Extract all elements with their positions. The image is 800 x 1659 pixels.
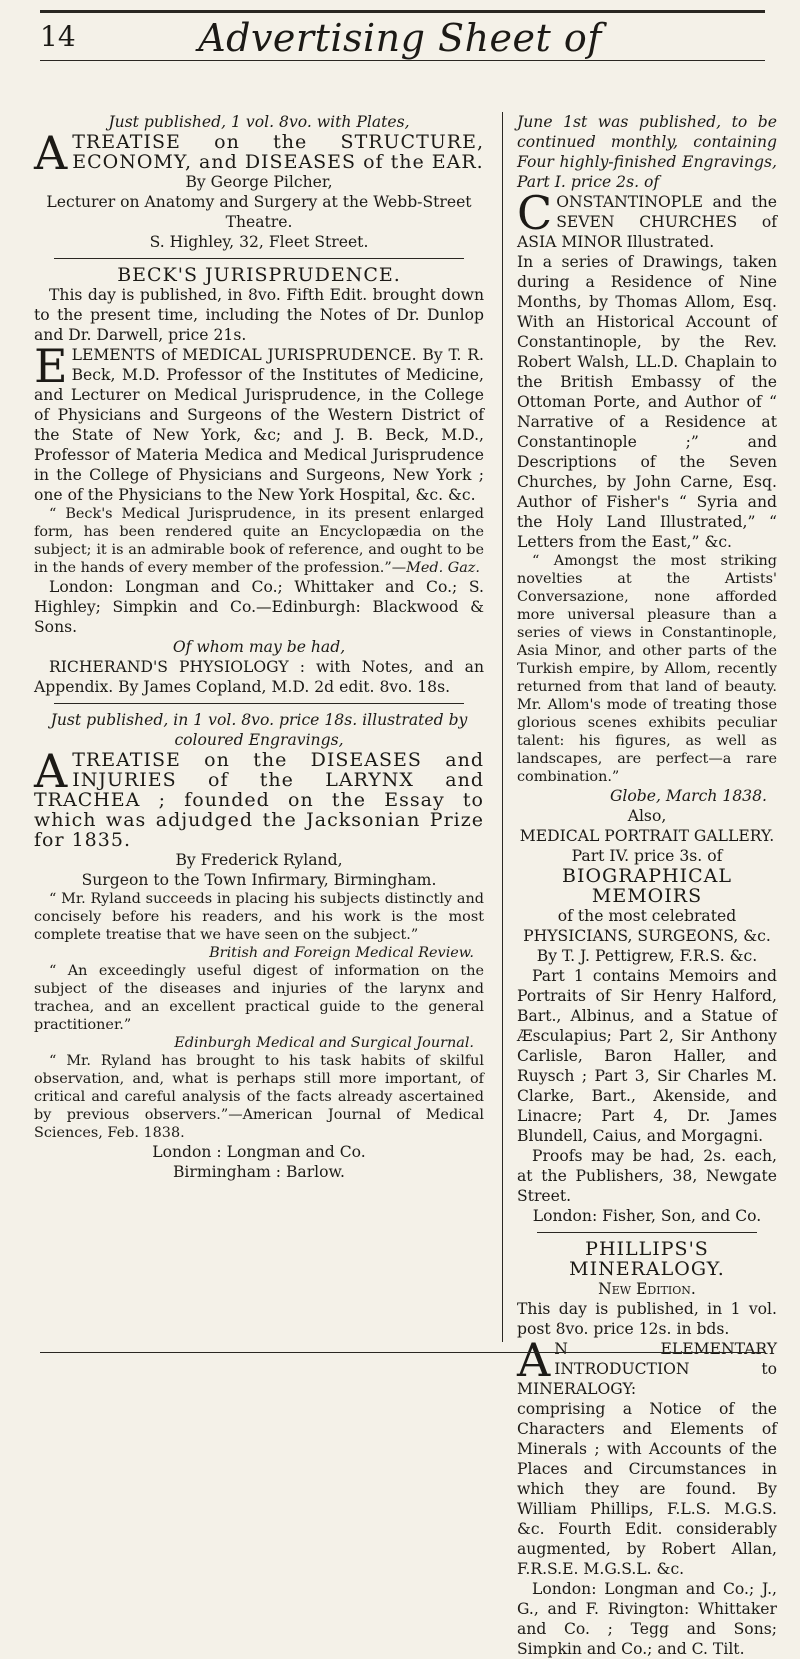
review-source: British and Foreign Medical Review. [209,945,474,961]
review: “ Mr. Ryland succeeds in placing his subjects distinctly and concisely before his readers, and his work is the most complete treatise that we have seen on the subject.” [34,891,484,943]
page-header [0,0,800,62]
ad-intro: Just published, in 1 vol. 8vo. price 18s. illustrated by coloured Engravings, [50,711,468,749]
ad-publishers: London: Longman and Co.; Whittaker and Co.; S. Highley; Simpkin and Co.—Edinburgh: Blackwood & Sons. [34,578,484,636]
ad-publisher: London : Longman and Co. [152,1143,366,1161]
ad-ryland-larynx [34,710,484,1182]
memoirs-who: PHYSICIANS, SURGEONS, &c. [523,927,771,945]
ad-intro: June 1st was published, to be continued monthly, containing Four highly-finished Engravings, Part I. price 2s. of [517,113,777,191]
ad-byline: By Frederick Ryland, [175,851,343,869]
dropcap: A [34,126,69,180]
bottom-rule [40,1352,765,1353]
top-rule [40,10,765,13]
ad-heading: BECK'S JURISPRUDENCE. [117,264,401,286]
dropcap: A [34,744,69,798]
ad-role: Lecturer on Anatomy and Surgery at the Webb-Street Theatre. [46,193,472,231]
dropcap: E [34,339,68,393]
ad-intro: This day is published, in 8vo. Fifth Edit. brought down to the present time, including the Notes of Dr. Dunlop and Dr. Darwell, price 21s. [34,286,484,344]
ad-role: Surgeon to the Town Infirmary, Birmingham. [81,871,437,889]
divider [537,1232,757,1233]
memoirs-of: of the most celebrated [557,907,737,925]
ad-also-text: RICHERAND'S PHYSIOLOGY : with Notes, and an Appendix. By James Copland, M.D. 2d edit. 8vo. 18s. [34,658,484,696]
page-number: 14 [40,20,76,53]
gallery-heading: MEDICAL PORTRAIT GALLERY. [519,827,775,845]
part-label: Part IV. price 3s. of [571,847,723,865]
header-rule [40,60,765,61]
left-column [34,112,484,1182]
ad-also: Of whom may be had, [172,638,346,656]
dropcap: A [517,1333,551,1387]
part-contents: Part 1 contains Memoirs and Portraits of Sir Henry Halford, Bart., Albinus, and a Statue of Æsculapius; Part 2, Sir Anthony Carlisle, Baron Haller, and Ruysch ; Part 3, Sir Charles M. Clarke, Bart., Akenside, and Linacre; Part 4, Dr. James Blundell, Caius, and Morgagni. [517,967,777,1145]
ad-body: comprising a Notice of the Characters and Elements of Minerals ; with Accounts of the Places and Circumstances in which they are found. By William Phillips, F.L.S. M.G.S. &c. Fourth Edit. considerably augmented, by Robert Allan, F.R.S.E. M.G.S.L. &c. [517,1400,777,1578]
running-title: Advertising Sheet of [198,16,602,60]
ad-edition: New Edition. [598,1280,696,1298]
review-source: Edinburgh Medical and Surgical Journal. [174,1035,474,1051]
ad-phillips-mineralogy [517,1239,777,1659]
proofs: Proofs may be had, 2s. each, at the Publishers, 38, Newgate Street. [517,1147,777,1205]
ad-intro: This day is published, in 1 vol. post 8vo. price 12s. in bds. [517,1300,777,1338]
ad-title: ATREATISE on the DISEASES and INJURIES of the LARYNX and TRACHEA ; founded on the Essay to which was adjudged the Jacksonian Prize for 1835. [34,744,484,851]
right-column [517,112,777,1659]
ad-body: In a series of Drawings, taken during a Residence of Nine Months, by Thomas Allom, Esq. With an Historical Account of Constantinople, by the Rev. Robert Walsh, LL.D. Chaplain to the British Embassy of the Ottoman Porte, and Author of “ Narrative of a Residence at Constantinople ;” and Descriptions of the Seven Churches, by John Carne, Esq. Author of Fisher's “ Syria and the Holy Land Illustrated,” “ Letters from the East,” &c. [517,253,777,551]
quote-source: Globe, March 1838. [609,787,767,805]
column-divider [502,112,503,1342]
ad-title: ATREATISE on the STRUCTURE, ECONOMY, and DISEASES of the EAR. [34,126,484,180]
ad-byline: By George Pilcher, [185,173,333,191]
ad-heading: PHILLIPS'S MINERALOGY. [569,1238,725,1280]
divider [54,703,464,704]
ad-publisher: London: Fisher, Son, and Co. [532,1207,762,1225]
ad-publishers: London: Longman and Co.; J., G., and F. Rivington: Whittaker and Co. ; Tegg and Sons; Simpkin and Co.; and C. Tilt. [517,1580,777,1658]
ad-intro: Just published, 1 vol. 8vo. with Plates, [108,113,410,131]
ad-constantinople [517,112,777,1226]
ad-title: CONSTANTINOPLE and the SEVEN CHURCHES of ASIA MINOR Illustrated. [517,186,777,251]
dropcap: C [517,186,553,240]
memoirs-title: BIOGRAPHICAL MEMOIRS [562,865,732,907]
quote-source: Med. Gaz. [406,560,480,576]
review: “ An exceedingly useful digest of information on the subject of the diseases and injuries of the larynx and trachea, and an excellent practical guide to the general practitioner.” [34,963,484,1033]
ad-beck-jurisprudence [34,265,484,697]
ad-title: A N ELEMENTARY INTRODUCTION to MINERALOGY: [517,1333,777,1398]
ad-publisher: Birmingham : Barlow. [172,1163,346,1181]
ad-body: ELEMENTS of MEDICAL JURISPRUDENCE. By T. R. Beck, M.D. Professor of the Institutes of Medicine, and Lecturer on Medical Jurisprudence, in the College of Physicians and Surgeons of the Western District of the State of New York, &c; and J. B. Beck, M.D., Professor of Materia Medica and Medical Jurisprudence in the College of Physicians and Surgeons, New York ; one of the Physicians to the New York Hospital, &c. &c. [34,339,484,504]
ad-publisher: S. Highley, 32, Fleet Street. [149,233,369,251]
ad-pilcher-ear [34,112,484,252]
ad-also: Also, [627,807,667,825]
review: “ Mr. Ryland has brought to his task habits of skilful observation, and, what is perhaps still more important, of critical and careful analysis of the facts already ascertained by previous observers.”—American Journal of Medical Sciences, Feb. 1838. [34,1053,484,1141]
divider [54,258,464,259]
ad-quote: “ Amongst the most striking novelties at the Artists' Conversazione, none afforded more universal pleasure than a series of views in Constantinople, Asia Minor, and other parts of the Turkish empire, by Allom, recently returned from that land of beauty. Mr. Allom's mode of treating those glorious scenes exhibits peculiar talent: his figures, as well as landscapes, are perfect—a rare combination.” [517,553,777,785]
ad-quote: “ Beck's Medical Jurisprudence, in its present enlarged form, has been rendered quite an Encyclopædia on the subject; it is an admirable book of reference, and ought to be in the hands of every member of the profession.”—Med. Gaz. [34,506,484,576]
memoirs-by: By T. J. Pettigrew, F.R.S. &c. [536,947,758,965]
